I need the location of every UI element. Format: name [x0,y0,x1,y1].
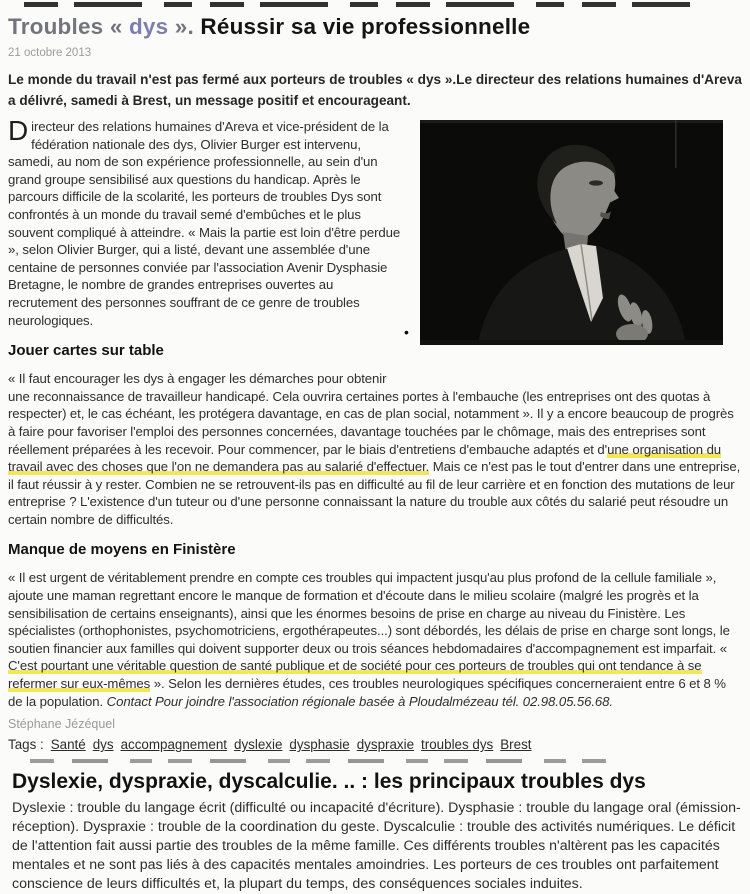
text-segment-normal: Mais ce n'est pas le tout d'entrer dans une entreprise, il faut réussir à y rester. Combien ne se retrouvent-ils pas en difficulté au fil de leur carrière et en fonction des mutations de leur entreprise ? L'existence d'un tuteur ou d'une personne connaissant la nature du trouble aux côtés du salarié peut résoudre un certain nombre de difficultés. [8,459,741,527]
paragraph-3 [8,569,742,710]
dropcap-letter: D [8,115,29,146]
tag-link[interactable]: troubles dys [421,737,494,753]
title-kicker-pre: Troubles « [8,14,129,39]
tag-link[interactable]: dyspraxie [356,737,415,753]
tag-link[interactable]: Brest [500,737,532,753]
text-segment-highlight: C'est pourtant une véritable question de santé publique et de société pour ces porteurs de troubles qui ont tendance à se refermer sur eux-mêmes [8,658,702,692]
paragraph-2 [8,370,742,528]
tag-link[interactable]: dysphasie [289,737,350,753]
article-body [8,115,742,753]
tag-link[interactable]: dyslexie [234,737,283,753]
text-segment-normal: ». Selon les dernières études, ces troubles neurologiques spécifiques concerneraient entre 6 et 8 % de la population. [8,676,726,709]
tags-row [8,737,742,752]
title-kicker-post: ». [168,14,194,39]
tag-link[interactable]: accompagnement [120,737,228,753]
info-box [8,769,742,894]
section-heading-1: Jouer cartes sur table [8,342,164,360]
title-kicker [8,14,194,39]
scan-artifact-divider [30,759,612,763]
speaker-photo-image [420,120,723,345]
text-segment-normal: « Il est urgent de véritablement prendre en compte ces troubles qui impactent jusqu'au plus profond de la cellule familiale », ajoute une maman regrettant encore le manque de formation et d'écoute dans le milieu scolaire (malgré les progrès et la sensibilisation de certains enseignants), ainsi que les énormes besoins de prise en charge au niveau du Finistère. Les spécialistes (orthophonistes, psychomotriciens, ergothérapeutes...) sont débordés, les délais de prise en charge sont longs, le soutien financier aux familles qui doivent supporter deux ou trois séances hebdomadaires d'accompagnement est imparfait. « [8,570,730,656]
article-page [0,2,750,894]
scan-artifact-top [24,2,690,7]
info-box-paragraph: Dyslexie : trouble du langage écrit (difficulté ou incapacité d'écriture). Dysphasie : trouble du langage oral (émission-réception). Dyspraxie : trouble de la coordination du geste. Dyscalculie : trouble des activités numériques. Le déficit de l'attention fait aussi partie des troubles de la même famille. Ces différents troubles n'altèrent pas les capacités mentales et ne sont pas liés à des capacités mentales amoindries. Les porteurs de ces troubles ont parfaitement conscience de leurs difficultés et, la plupart du temps, des conséquences sociales induites. [12,800,741,892]
list-bullet: • [404,324,409,340]
title-main: Réussir sa vie professionnelle [193,14,531,39]
tag-link[interactable]: Santé [50,737,86,753]
info-box-heading: Dyslexie, dyspraxie, dyscalculie. .. : les principaux troubles dys [12,770,646,794]
tags-list [44,737,532,752]
speaker-photo [420,120,723,345]
tags-label: Tags : [8,737,44,753]
tag-link[interactable]: dys [92,737,114,753]
author-byline: Stéphane Jézéquel [8,717,116,732]
title-kicker-dys: dys [128,14,169,39]
article-lead: Le monde du travail n'est pas fermé aux porteurs de troubles « dys ».Le directeur des relations humaines d'Areva a délivré, samedi à Brest, un message positif et encourageant. [8,72,742,108]
article-title [8,13,742,40]
text-segment-italic: Contact Pour joindre l'association régionale basée à Ploudalmézeau tél. 02.98.05.56.68. [106,693,613,709]
section-heading-2: Manque de moyens en Finistère [8,541,236,559]
text-segment-normal: « Il faut encourager les dys à engager les démarches pour obtenir une reconnaissance de travailleur handicapé. Cela ouvrira certaines portes à l'embauche (les entreprises ont des quotas à respecter) et, le cas échéant, les protégera davantage, en cas de plan social, notamment ». Il y a encore beaucoup de progrès à faire pour favoriser l'emploi des personnes concernées, davantage touchées par le chômage, mais des entreprises sont réellement préparées à les recevoir. Pour commencer, par le biais d'entretiens d'embauche adaptés et d' [8,371,734,457]
paragraph-1-text: irecteur des relations humaines d'Areva et vice-président de la fédération nationale des dys, Olivier Burger est intervenu, samedi, au nom de son expérience professionnelle, au sein d'un grand groupe sensibilisé aux questions du handicap. Après le parcours difficile de la scolarité, les porteurs de troubles Dys sont confrontés à un monde du travail semé d'embûches et le plus souvent compliqué à atteindre. « Mais la partie est loin d'être perdue », selon Olivier Burger, qui a listé, devant une assemblée d'une centaine de personnes conviée par l'association Avenir Dysphasie Bretagne, le nombre de grandes entreprises ouvertes au recrutement des personnes souffrant de ce genre de troubles neurologiques. [8,119,401,328]
publish-date: 21 octobre 2013 [8,47,92,59]
text-segment-highlight: une organisation du travail avec des choses que l'on ne demandera pas au salarié d'effectuer. [8,441,722,475]
